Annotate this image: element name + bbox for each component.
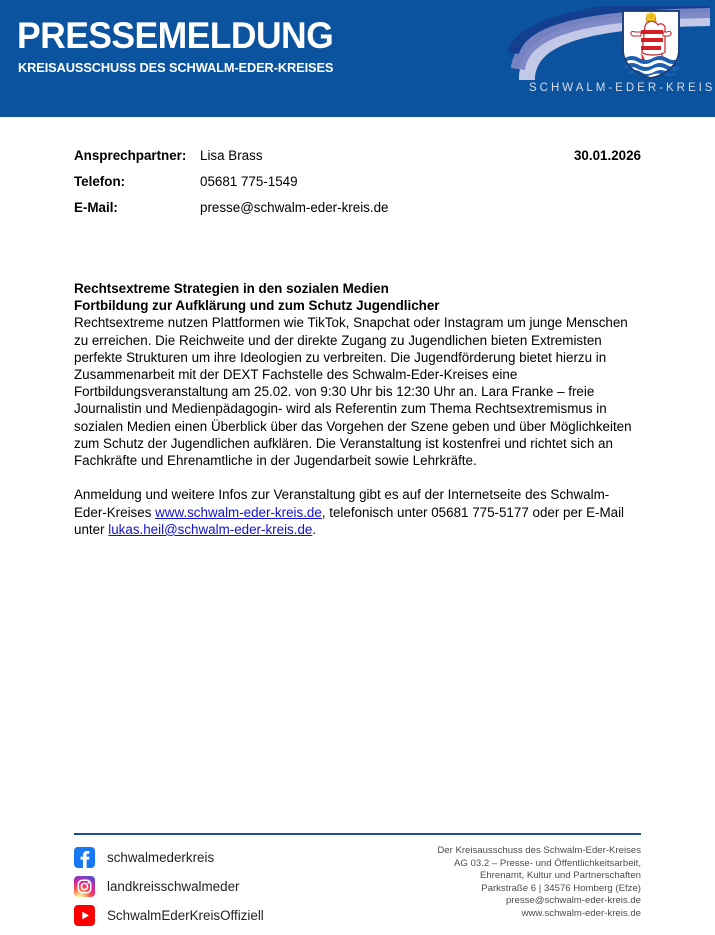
social-media-list — [74, 843, 264, 930]
email-link[interactable]: lukas.heil@schwalm-eder-kreis.de — [108, 521, 313, 537]
coat-of-arms-icon — [621, 8, 681, 80]
website-link[interactable]: www.schwalm-eder-kreis.de — [155, 504, 322, 520]
social-label-facebook: schwalmederkreis — [107, 850, 215, 865]
contact-label-telefon: Telefon: — [74, 174, 126, 189]
youtube-icon[interactable] — [74, 905, 95, 926]
footer-divider — [74, 833, 641, 835]
press-release-date: 30.01.2026 — [573, 148, 641, 163]
article-headline-line-2: Fortbildung zur Aufklärung und zum Schutz Jugendlicher — [74, 298, 440, 314]
organization-wordmark: SCHWALM-EDER-KREIS — [529, 82, 715, 94]
imprint-line: Der Kreisausschuss des Schwalm-Eder-Kreises — [437, 845, 641, 856]
social-label-instagram: landkreisschwalmeder — [107, 879, 240, 894]
social-row-facebook[interactable] — [74, 843, 264, 872]
article-headline-line-1: Rechtsextreme Strategien in den sozialen Medien — [74, 281, 389, 296]
contact-block — [74, 148, 641, 226]
paragraph-2-text-part-3: . — [312, 521, 317, 537]
imprint-line: Ehrenamt, Kultur und Partnerschaften — [479, 870, 641, 882]
article-body — [74, 280, 641, 538]
contact-label-email: E-Mail: — [74, 200, 118, 215]
contact-value-telefon: 05681 775-1549 — [200, 174, 298, 189]
paragraph-2-text-part-2: , telefonisch unter 05681 775-5177 oder per E-Mail unter — [74, 504, 625, 537]
paragraph-spacer — [74, 469, 641, 486]
facebook-icon[interactable] — [74, 847, 95, 868]
organization-logo — [505, 6, 715, 110]
page-footer — [74, 841, 641, 931]
contact-row — [74, 200, 641, 226]
social-row-instagram[interactable] — [74, 872, 264, 901]
contact-label-ansprechpartner: Ansprechpartner: — [74, 148, 187, 163]
social-row-youtube[interactable] — [74, 901, 264, 930]
article-paragraph-1: Rechtsextreme nutzen Plattformen wie TikTok, Snapchat oder Instagram um junge Menschen zu erreichen. Die Reichweite und der direkte Zugang zu Jugendlichen bieten Extremisten perfekte Strukturen um ihre Ideologien zu verbreiten. Die Jugendförderung bietet hierzu in Zusammenarbeit mit der DEXT Fachstelle des Schwalm-Eder-Kreises eine Fortbildungsveranstaltung am 25.02. von 9:30 Uhr bis 12:30 Uhr an. Lara Franke – freie Journalistin und Medienpädagogin- wird als Referentin zum Thema Rechtsextremismus in sozialen Medien einen Überblick über das Vorgehen der Szene geben und über Möglichkeiten zum Schutz der Jugendlichen aufklären. Die Veranstaltung ist kostenfrei und richtet sich an Fachkräfte und Ehrenamtliche in der Jugendarbeit sowie Lehrkräfte. — [74, 315, 632, 469]
page-subtitle: KREISAUSSCHUSS DES SCHWALM-EDER-KREISES — [18, 60, 334, 75]
imprint-line: presse@schwalm-eder-kreis.de — [505, 895, 641, 907]
imprint-block — [341, 845, 641, 921]
contact-row — [74, 148, 641, 174]
imprint-line: www.schwalm-eder-kreis.de — [521, 907, 641, 919]
contact-value-ansprechpartner: Lisa Brass — [200, 148, 263, 163]
social-label-youtube: SchwalmEderKreisOffiziell — [107, 908, 264, 923]
page-header — [0, 0, 715, 117]
contact-row — [74, 174, 641, 200]
contact-value-email: presse@schwalm-eder-kreis.de — [200, 200, 389, 215]
instagram-icon[interactable] — [74, 876, 95, 897]
paragraph-2-text-part-1: Anmeldung und weitere Infos zur Veranstaltung gibt es auf der Internetseite des Schwalm-Eder-Kreises — [74, 487, 610, 520]
imprint-line: Parkstraße 6 | 34576 Homberg (Efze) — [481, 882, 641, 894]
article-paragraph-2 — [74, 486, 641, 538]
page-title: PRESSEMELDUNG — [17, 15, 334, 56]
imprint-line: AG 03.2 – Presse- und Öffentlichkeitsarbeit, — [454, 857, 641, 869]
